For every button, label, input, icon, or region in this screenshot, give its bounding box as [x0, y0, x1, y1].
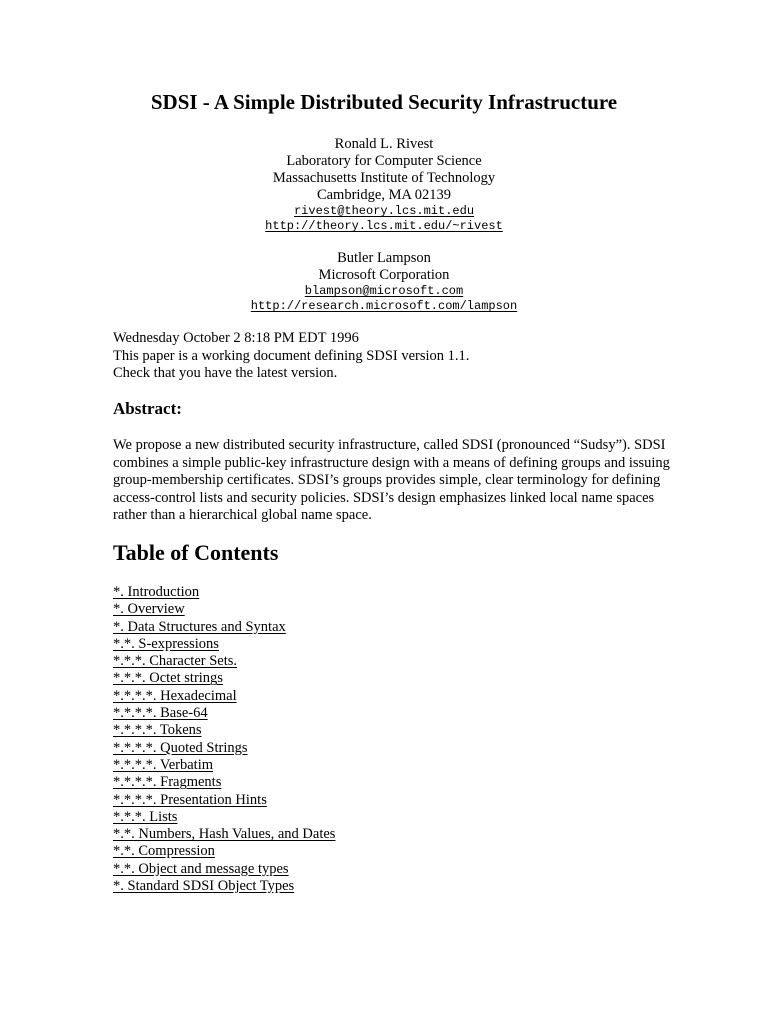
toc-link[interactable]: *. Standard SDSI Object Types — [113, 878, 295, 895]
toc-item — [113, 653, 335, 670]
author-location: Cambridge, MA 02139 — [316, 187, 452, 203]
author-email-link[interactable]: rivest@theory.lcs.mit.edu — [293, 204, 475, 218]
author-block-lampson — [0, 250, 768, 314]
toc-item — [113, 670, 335, 687]
version-line: This paper is a working document defining SDSI version 1.1. — [113, 347, 470, 364]
toc-item — [113, 826, 335, 843]
author-affiliation: Massachusetts Institute of Technology — [272, 170, 496, 186]
date-version-block — [113, 330, 469, 383]
toc-item — [113, 774, 335, 791]
toc-item — [113, 688, 335, 705]
author-homepage-link[interactable]: http://research.microsoft.com/lampson — [250, 299, 518, 313]
toc-link[interactable]: *.*.*.*. Verbatim — [113, 756, 214, 773]
toc-item — [113, 757, 335, 774]
author-affiliation: Laboratory for Computer Science — [286, 153, 482, 169]
abstract-heading: Abstract: — [113, 399, 182, 418]
check-version-line: Check that you have the latest version. — [113, 365, 338, 381]
abstract-text: We propose a new distributed security infrastructure, called SDSI (pronounced “Sudsy”). SDSI combines a simple public-key infrastructure design with a means of defining groups and issuing group-membership certificates. SDSI’s groups provides simple, clear terminology for defining access-control lists and security policies. SDSI’s design emphasizes linked local name spaces rather than a hierarchical global name space. — [113, 437, 670, 523]
author-name: Butler Lampson — [337, 250, 431, 266]
toc-link[interactable]: *.*.*.*. Quoted Strings — [113, 739, 248, 756]
toc-item — [113, 878, 335, 895]
toc-link[interactable]: *.*. Compression — [113, 843, 215, 860]
paper-title: SDSI - A Simple Distributed Security Infrastructure — [150, 90, 618, 114]
toc-item — [113, 809, 335, 826]
toc-item — [113, 861, 335, 878]
toc-item — [113, 601, 335, 618]
toc-link[interactable]: *. Introduction — [113, 584, 200, 600]
toc-link[interactable]: *. Data Structures and Syntax — [113, 618, 286, 635]
toc-link[interactable]: *.*.*.*. Tokens — [113, 722, 202, 739]
toc-link[interactable]: *.*. Numbers, Hash Values, and Dates — [113, 826, 336, 843]
toc-link[interactable]: *.*.*. Octet strings — [113, 670, 223, 687]
toc-link[interactable]: *.*. Object and message types — [113, 860, 289, 877]
toc-link[interactable]: *.*.*.*. Presentation Hints — [113, 791, 267, 808]
toc-link[interactable]: *. Overview — [113, 601, 185, 618]
date-line: Wednesday October 2 8:18 PM EDT 1996 — [113, 330, 359, 346]
toc-item — [113, 792, 335, 809]
table-of-contents — [113, 584, 335, 895]
author-block-rivest — [0, 136, 768, 234]
toc-item — [113, 619, 335, 636]
toc-item — [113, 843, 335, 860]
toc-link[interactable]: *.*.*. Lists — [113, 808, 178, 825]
toc-item — [113, 636, 335, 653]
toc-heading: Table of Contents — [113, 540, 279, 565]
toc-item — [113, 722, 335, 739]
toc-link[interactable]: *.*.*.*. Hexadecimal — [113, 687, 237, 704]
toc-item — [113, 705, 335, 722]
toc-item — [113, 584, 335, 601]
author-name: Ronald L. Rivest — [334, 136, 434, 152]
author-email-link[interactable]: blampson@microsoft.com — [304, 284, 464, 298]
toc-item — [113, 740, 335, 757]
toc-link[interactable]: *.*.*.*. Fragments — [113, 774, 222, 791]
toc-link[interactable]: *.*.*. Character Sets. — [113, 653, 238, 670]
author-affiliation: Microsoft Corporation — [318, 267, 450, 283]
author-homepage-link[interactable]: http://theory.lcs.mit.edu/~rivest — [265, 219, 503, 233]
toc-link[interactable]: *.*. S-expressions — [113, 635, 219, 652]
toc-link[interactable]: *.*.*.*. Base-64 — [113, 705, 208, 722]
